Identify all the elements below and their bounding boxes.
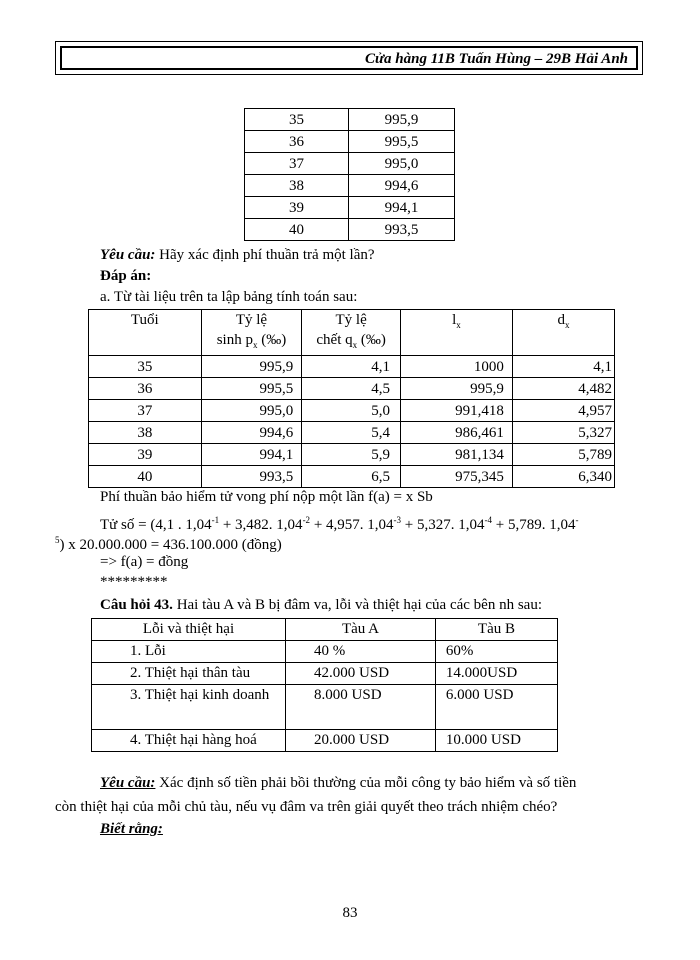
table-row: 40 993,5 (245, 219, 455, 241)
table-row: 35 995,9 4,1 1000 4,1 (89, 356, 615, 378)
table-row: 39 994,1 5,9 981,134 5,789 (89, 444, 615, 466)
table-header-row (89, 310, 615, 356)
numerator-line-continued: $^5$) x 20.000.000 = 436.100.000 (đồng) (55, 535, 282, 553)
result-line: => f(a) = đồng (100, 554, 189, 570)
col-px-header: Tỷ lệ $\sinh p_x$ (‰) (201, 310, 302, 356)
table-row: 4. Thiệt hại hàng hoá 20.000 USD 10.000 USD (92, 730, 558, 752)
table-row: 35 995,9 (245, 109, 455, 131)
col-lx-header: $l_x$ (401, 310, 513, 356)
col-qx-header: Tỷ lệ chết $q_x$ (‰) (302, 310, 401, 356)
survival-rate-table (244, 108, 455, 241)
table-header-row: Lỗi và thiệt hại Tàu A Tàu B (92, 619, 558, 641)
table-row: 38 994,6 (245, 175, 455, 197)
table-row: 36 995,5 4,5 995,9 4,482 (89, 378, 615, 400)
calculation-table (88, 309, 615, 488)
answer-label: Đáp án: (100, 268, 152, 284)
numerator-line: Tử số = (4,1 . $1,04^{-1} + 3,482$. $1,04^{-2} + 4,957$. $1,04^{-3} + 5,327$. $1,04^{-4} + 5,789$. 1,04- (100, 515, 579, 533)
col-age-header: Tuổi (89, 310, 202, 356)
net-premium-formula: Phí thuần bảo hiểm tử vong phí nộp một lần f(a) = x Sb (100, 489, 433, 505)
question-requirement: Yêu cầu: Hãy xác định phí thuần trả một lần? (100, 247, 375, 263)
known-facts-label: Biết rằng: (100, 821, 163, 837)
table-row: 37 995,0 (245, 153, 455, 175)
table-row: 1. Lỗi 40 % 60% (92, 641, 558, 663)
table-row: 38 994,6 5,4 986,461 5,327 (89, 422, 615, 444)
table-row: 40 993,5 6,5 975,345 6,340 (89, 466, 615, 488)
page-header-title: Cửa hàng 11B Tuấn Hùng – 29B Hải Anh (60, 46, 638, 70)
table-row: 37 995,0 5,0 991,418 4,957 (89, 400, 615, 422)
page-header-frame (55, 41, 643, 75)
table-row: 3. Thiệt hại kinh doanh 8.000 USD 6.000 USD (92, 685, 558, 730)
requirement-line-2: còn thiệt hại của mỗi chủ tàu, nếu vụ đâm va trên giải quyết theo trách nhiệm chéo? (55, 799, 558, 815)
question-43: Câu hỏi 43. Hai tàu A và B bị đâm va, lỗi và thiệt hại của các bên nh sau: (100, 597, 542, 613)
table-row: 2. Thiệt hại thân tàu 42.000 USD 14.000USD (92, 663, 558, 685)
requirement-line: Yêu cầu: Xác định số tiền phải bồi thường của mỗi công ty bảo hiểm và số tiền (100, 775, 577, 791)
table-row: 39 994,1 (245, 197, 455, 219)
col-dx-header: $d_x$ (512, 310, 614, 356)
page-number: 83 (342, 905, 358, 921)
table-row: 36 995,5 (245, 131, 455, 153)
collision-damage-table (91, 618, 558, 752)
separator-stars: ********* (100, 574, 168, 590)
answer-intro: a. Từ tài liệu trên ta lập bảng tính toán sau: (100, 289, 358, 305)
